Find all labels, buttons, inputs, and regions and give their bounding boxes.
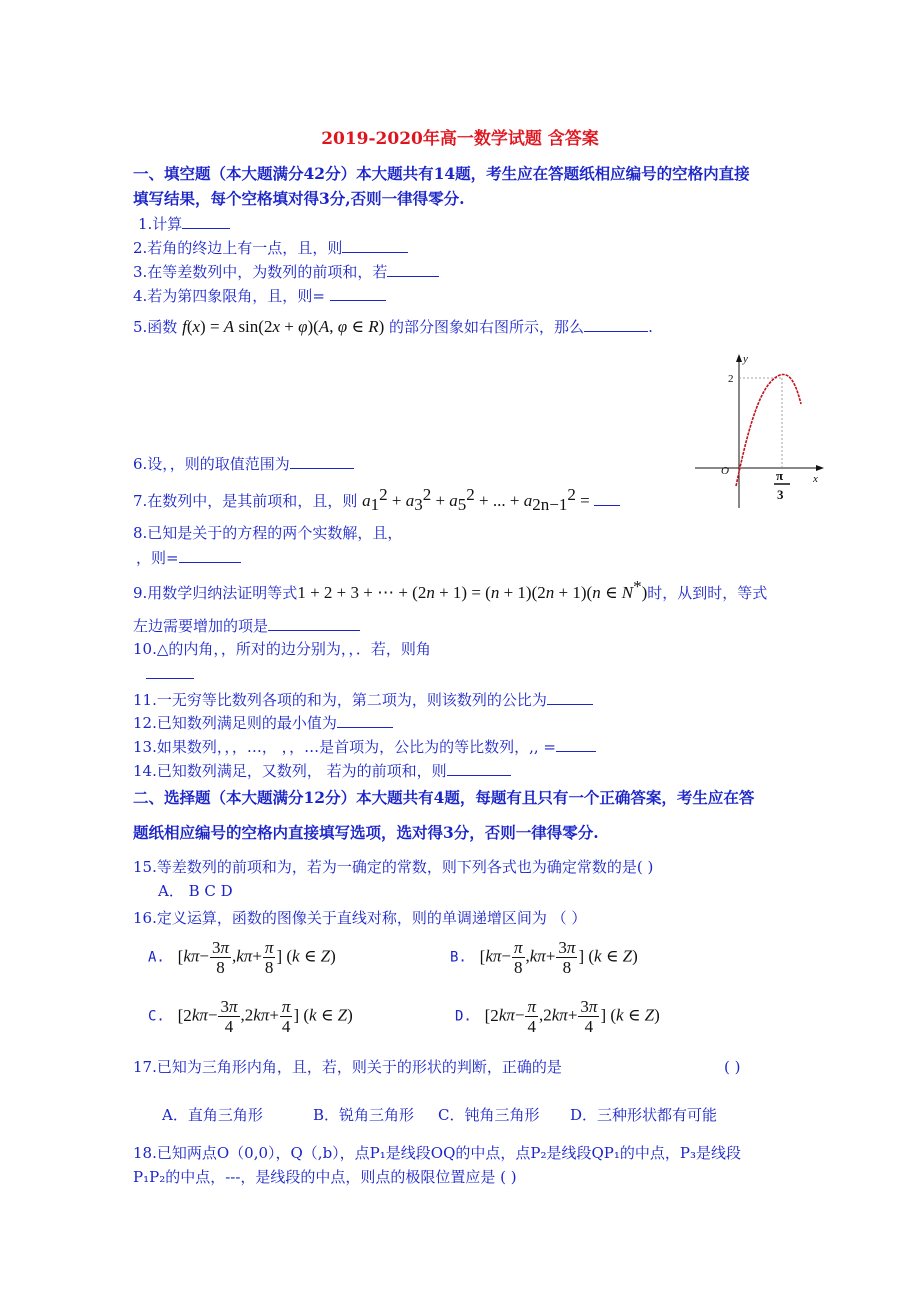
question-1: 1.计算 [138,213,230,234]
question-17: 17.已知为三角形内角，且，若，则关于的形状的判断，正确的是 [133,1058,562,1076]
x-axis-arrow-icon [816,465,824,471]
question-9-cont: 左边需要增加的项是 [133,615,360,636]
question-12: 12.已知数列满足则的最小值为 [133,712,393,733]
answer-blank[interactable] [290,453,354,469]
q16-option-a[interactable]: A. [kπ− $\frac{3\pi}{8}$ ,kπ+ $\frac{\pi}{8}$ ] (k ∈ Z) [148,938,336,977]
x-tick-denominator: 3 [777,487,784,502]
answer-blank[interactable] [342,237,408,253]
question-13: 13.如果数列，，，…， ，，…是首项为，公比为的等比数列，,, = [133,736,596,757]
answer-blank[interactable] [330,285,386,301]
answer-blank[interactable] [584,316,648,332]
question-18-cont: P₁P₂的中点，---，是线段的中点，则点的极限位置应是 ( ) [133,1168,517,1186]
q16-option-b[interactable]: B. [kπ− $\frac{\pi}{8}$ ,kπ+ $\frac{3\pi}{8}$ ] (k ∈ Z) [450,938,638,977]
answer-blank[interactable] [594,490,620,506]
question-15: 15.等差数列的前项和为，若为一确定的常数，则下列各式也为确定常数的是( ) [133,858,654,876]
y-tick-label: 2 [728,373,734,385]
x-tick-numerator: π [776,468,784,483]
answer-blank[interactable] [556,736,596,752]
question-16: 16.定义运算，函数的图像关于直线对称，则的单调递增区间为 （ ） [133,909,587,927]
question-5: 5.函数 f(x) = A sin(2x + φ)(A, φ ∈ R) 的部分图象如右图所示，那么 . [133,317,653,336]
question-3: 3.在等差数列中，为数列的前项和，若 [133,261,439,282]
question-8-cont: ，则= [136,547,241,568]
answer-blank[interactable] [337,712,393,728]
question-6: 6.设，，则的取值范围为 [133,453,354,474]
question-7: 7.在数列中，是其前项和，且，则 $a_1^2 + a_3^2 + a_5^2$ + ... + $a_{2n-1}^2$ = [133,485,620,515]
sine-graph [690,350,830,510]
x-axis-label: x [813,473,818,485]
q17-option-d[interactable]: D．三种形状都有可能 [570,1106,718,1124]
q17-option-a[interactable]: A．直角三角形 [162,1106,263,1124]
section1-header-cont: 填写结果，每个空格填对得3分,否则一律得零分. [133,189,465,208]
q16-option-d[interactable]: D. [2kπ− $\frac{\pi}{4}$ ,2kπ+ $\frac{3\pi}{4}$ ] (k ∈ Z) [455,997,660,1036]
y-axis-arrow-icon [736,354,742,362]
question-2: 2.若角的终边上有一点，且，则 [133,237,408,258]
q16-option-c[interactable]: C. [2kπ− $\frac{3\pi}{4}$ ,2kπ+ $\frac{\pi}{4}$ ] (k ∈ Z) [148,997,353,1036]
question-9: 9.用数学归纳法证明等式1 + 2 + 3 + ⋯ + (2n + 1) = (n + 1)(2n + 1)(n ∈ N*)时，从到时，等式 [133,577,768,602]
question-10: 10.△的内角，，所对的边分别为，，．若，则角 [133,640,431,658]
question-10-blank [146,663,194,684]
section1-header: 一、填空题（本大题满分42分）本大题共有14题，考生应在答题纸相应编号的空格内直接 [133,164,750,183]
answer-blank[interactable] [387,261,439,277]
question-4: 4.若为第四象限角，且，则= [133,285,386,306]
sine-curve [736,375,801,487]
answer-blank[interactable] [547,689,593,705]
origin-label: O [721,465,729,477]
question-15-options[interactable]: A． B C D [158,882,233,900]
question-8: 8.已知是关于的方程的两个实数解，且， [133,524,403,542]
q5-formula: f [182,317,187,336]
answer-blank[interactable] [182,213,230,229]
question-14: 14.已知数列满足，又数列， 若为的前项和，则 [133,760,511,781]
question-17-paren: ( ) [724,1058,741,1076]
answer-blank[interactable] [447,760,511,776]
answer-blank[interactable] [146,663,194,679]
section2-header-cont: 题纸相应编号的空格内直接填写选项，选对得3分，否则一律得零分. [133,823,599,842]
y-axis-label: y [743,353,748,365]
page-title: 2019-2020年高一数学试题 含答案 [321,129,599,149]
q17-option-b[interactable]: B．锐角三角形 [313,1106,415,1124]
q17-option-c[interactable]: C．钝角三角形 [438,1106,540,1124]
answer-blank[interactable] [179,547,241,563]
section2-header: 二、选择题（本大题满分12分）本大题共有4题，每题有且只有一个正确答案，考生应在答 [133,788,755,807]
answer-blank[interactable] [268,615,360,631]
question-11: 11.一无穷等比数列各项的和为，第二项为，则该数列的公比为 [133,689,593,710]
question-18: 18.已知两点O（0,0），Q（,b），点P₁是线段OQ的中点，点P₂是线段QP₁的中点，P₃是线段 [133,1144,741,1162]
